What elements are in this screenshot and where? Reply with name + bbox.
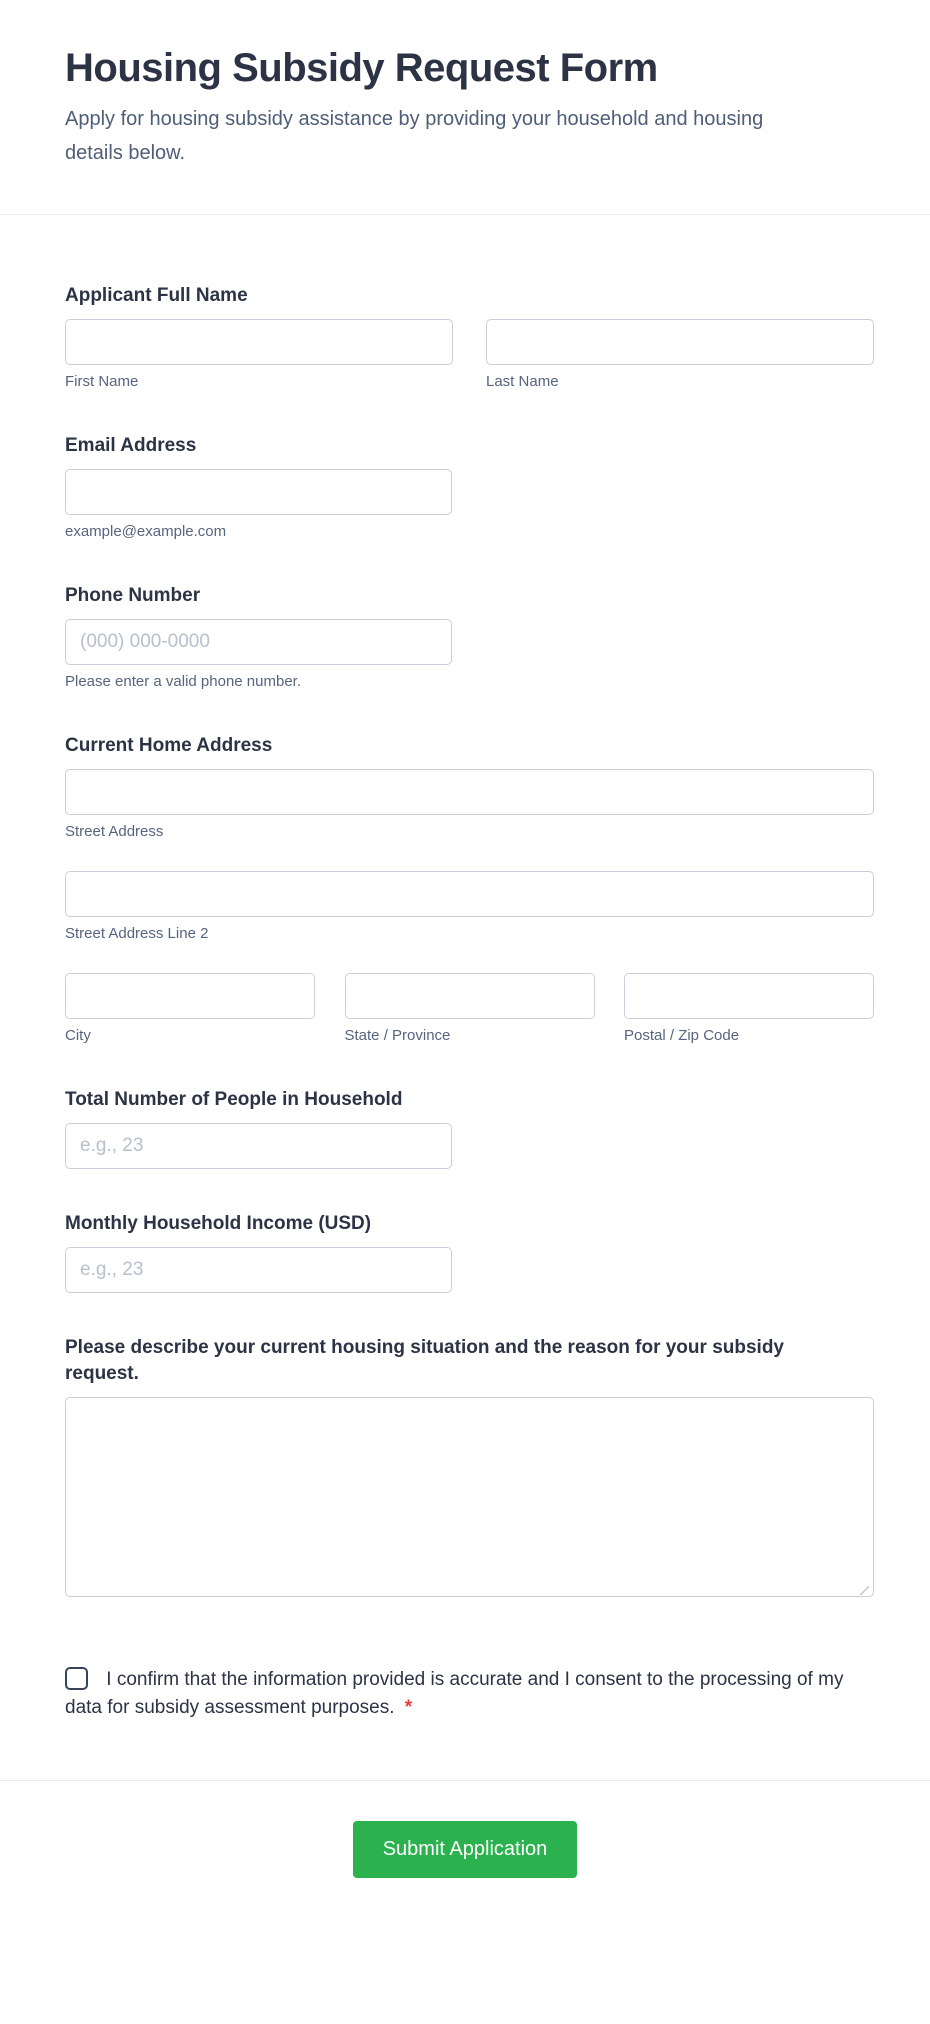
email-sublabel: example@example.com (65, 523, 227, 540)
street-address-col (65, 769, 874, 841)
state-col (345, 973, 595, 1045)
full-name-label: Applicant Full Name (65, 285, 248, 306)
first-name-col (65, 319, 453, 391)
question-phone (65, 583, 874, 691)
submit-button[interactable]: Submit Application (353, 1821, 577, 1878)
email-input[interactable] (65, 469, 452, 515)
consent-text: I confirm that the information provided is accurate and I consent to the processing of my data for subsidy assessment purposes. (65, 1669, 844, 1718)
question-consent (65, 1666, 874, 1722)
street-address-input[interactable] (65, 769, 874, 815)
consent-label (65, 1666, 865, 1722)
form-body (0, 215, 930, 1722)
zip-sublabel: Postal / Zip Code (624, 1027, 740, 1044)
monthly-income-input[interactable] (65, 1247, 452, 1293)
address-label: Current Home Address (65, 735, 273, 756)
household-size-label: Total Number of People in Household (65, 1089, 403, 1110)
name-inputs-row (65, 319, 874, 391)
last-name-col (486, 319, 874, 391)
street-address2-sublabel: Street Address Line 2 (65, 925, 209, 942)
form-header (0, 0, 930, 215)
phone-col (65, 619, 874, 691)
question-full-name (65, 283, 874, 391)
question-household-size (65, 1087, 874, 1169)
state-input[interactable] (345, 973, 595, 1019)
question-monthly-income (65, 1211, 874, 1293)
street-address-sublabel: Street Address (65, 823, 164, 840)
question-housing-situation (65, 1335, 874, 1602)
question-email (65, 433, 874, 541)
household-size-input[interactable] (65, 1123, 452, 1169)
monthly-income-label: Monthly Household Income (USD) (65, 1213, 372, 1234)
city-input[interactable] (65, 973, 315, 1019)
form-subtitle: Apply for housing subsidy assistance by providing your household and housing details below. (65, 108, 764, 164)
city-state-zip-row (65, 973, 874, 1045)
zip-input[interactable] (624, 973, 874, 1019)
consent-checkbox[interactable] (65, 1667, 88, 1690)
email-col (65, 469, 874, 541)
housing-situation-textarea-wrap (65, 1397, 874, 1602)
street-address2-col (65, 871, 874, 943)
email-label: Email Address (65, 435, 197, 456)
last-name-input[interactable] (486, 319, 874, 365)
street-address2-input[interactable] (65, 871, 874, 917)
housing-situation-textarea[interactable] (65, 1397, 874, 1597)
city-sublabel: City (65, 1027, 91, 1044)
housing-situation-label: Please describe your current housing situation and the reason for your subsidy request. (65, 1337, 784, 1384)
first-name-sublabel: First Name (65, 373, 139, 390)
phone-input[interactable] (65, 619, 452, 665)
city-col (65, 973, 315, 1045)
last-name-sublabel: Last Name (486, 373, 559, 390)
question-address (65, 733, 874, 1045)
first-name-input[interactable] (65, 319, 453, 365)
phone-label: Phone Number (65, 585, 201, 606)
required-asterisk: * (404, 1697, 413, 1718)
form-footer (0, 1780, 930, 1926)
phone-sublabel: Please enter a valid phone number. (65, 673, 301, 690)
zip-col (624, 973, 874, 1045)
state-sublabel: State / Province (344, 1027, 451, 1044)
form-title: Housing Subsidy Request Form (65, 46, 658, 90)
